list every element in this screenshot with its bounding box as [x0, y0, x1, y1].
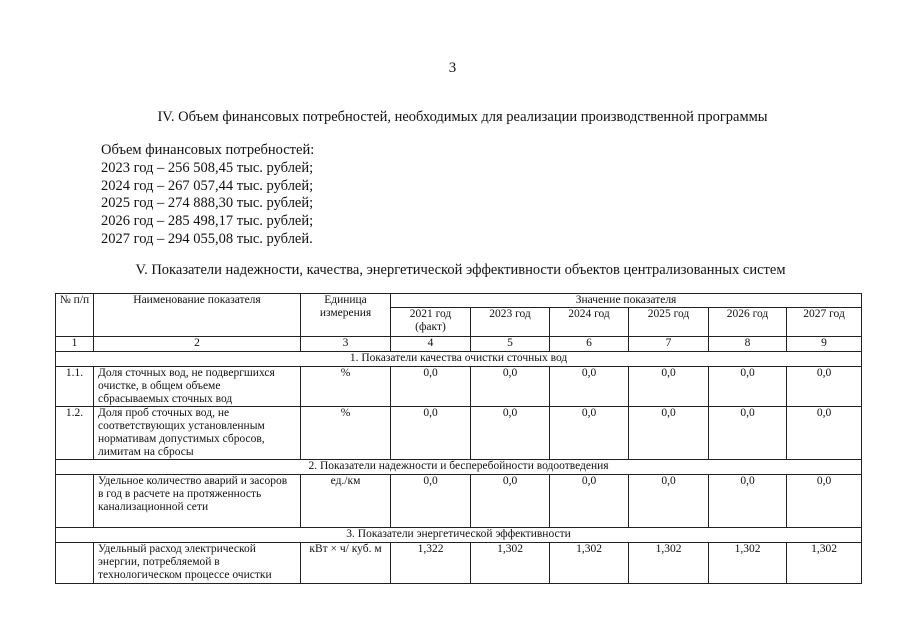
table-row	[56, 475, 862, 528]
row-value: 0,0	[391, 407, 471, 460]
column-number: 4	[391, 337, 471, 352]
row-value: 0,0	[709, 367, 787, 407]
row-value: 0,0	[471, 475, 550, 528]
section-title: 1. Показатели качества очистки сточных вод	[56, 352, 862, 367]
row-value: 0,0	[709, 475, 787, 528]
header-value-group: Значение показателя	[391, 294, 862, 308]
section-4-heading: IV. Объем финансовых потребностей, необходимых для реализации производственной программы	[157, 109, 768, 125]
header-year: 2026 год	[709, 308, 787, 337]
column-number: 6	[550, 337, 629, 352]
row-value: 1,302	[550, 543, 629, 584]
row-value: 1,302	[629, 543, 709, 584]
row-value: 0,0	[391, 367, 471, 407]
header-name: Наименование показателя	[94, 294, 301, 337]
row-value: 0,0	[550, 475, 629, 528]
row-value: 1,302	[787, 543, 862, 584]
row-name: Доля сточных вод, не подвергшихся очистке, в общем объеме сбрасываемых сточных вод	[94, 367, 301, 407]
row-name: Удельный расход электрической энергии, потребляемой в технологическом процессе очистки	[94, 543, 301, 584]
page-number: 3	[448, 60, 457, 76]
row-value: 0,0	[471, 407, 550, 460]
column-number: 1	[56, 337, 94, 352]
row-value: 0,0	[787, 407, 862, 460]
column-numbers-row	[56, 337, 862, 352]
indicators-table	[55, 293, 862, 584]
row-name: Удельное количество аварий и засоров в год в расчете на протяженность канализационной сети	[94, 475, 301, 528]
table-row	[56, 367, 862, 407]
financial-needs-line: 2025 год – 274 888,30 тыс. рублей;	[101, 195, 314, 212]
header-year: 2023 год	[471, 308, 550, 337]
row-unit: ед./км	[301, 475, 391, 528]
row-value: 1,322	[391, 543, 471, 584]
column-number: 5	[471, 337, 550, 352]
header-year: 2025 год	[629, 308, 709, 337]
column-number: 3	[301, 337, 391, 352]
table-row	[56, 543, 862, 584]
header-unit: Единица измерения	[301, 294, 391, 337]
financial-needs-block	[101, 142, 314, 249]
header-year: 2021 год (факт)	[391, 308, 471, 337]
header-year: 2027 год	[787, 308, 862, 337]
row-num	[56, 475, 94, 528]
financial-needs-line: 2024 год – 267 057,44 тыс. рублей;	[101, 177, 314, 194]
table-section-row	[56, 528, 862, 543]
row-num	[56, 543, 94, 584]
financial-needs-intro: Объем финансовых потребностей:	[101, 142, 315, 158]
row-value: 1,302	[709, 543, 787, 584]
row-unit: %	[301, 407, 391, 460]
row-unit: кВт × ч/ куб. м	[301, 543, 391, 584]
row-name: Доля проб сточных вод, не соответствующих установленным нормативам допустимых сбросов, лимитам на сбросы	[94, 407, 301, 460]
row-value: 1,302	[471, 543, 550, 584]
row-value: 0,0	[629, 367, 709, 407]
table-section-row	[56, 352, 862, 367]
column-number: 9	[787, 337, 862, 352]
row-value: 0,0	[709, 407, 787, 460]
header-num: № п/п	[56, 294, 94, 337]
table-header-row	[56, 294, 862, 308]
section-title: 2. Показатели надежности и бесперебойности водоотведения	[56, 460, 862, 475]
row-value: 0,0	[471, 367, 550, 407]
column-number: 2	[94, 337, 301, 352]
row-value: 0,0	[629, 475, 709, 528]
financial-needs-line: 2027 год – 294 055,08 тыс. рублей.	[101, 230, 313, 247]
column-number: 7	[629, 337, 709, 352]
financial-needs-line: 2023 год – 256 508,45 тыс. рублей;	[101, 159, 314, 176]
row-value: 0,0	[550, 407, 629, 460]
table-section-row	[56, 460, 862, 475]
row-value: 0,0	[629, 407, 709, 460]
row-num: 1.1.	[56, 367, 94, 407]
column-number: 8	[709, 337, 787, 352]
row-num: 1.2.	[56, 407, 94, 460]
financial-needs-line: 2026 год – 285 498,17 тыс. рублей;	[101, 213, 314, 230]
section-title: 3. Показатели энергетической эффективности	[56, 528, 862, 543]
row-value: 0,0	[550, 367, 629, 407]
table-row	[56, 407, 862, 460]
row-value: 0,0	[391, 475, 471, 528]
row-unit: %	[301, 367, 391, 407]
row-value: 0,0	[787, 475, 862, 528]
section-5-heading: V. Показатели надежности, качества, энергетической эффективности объектов централизованных систем	[135, 262, 786, 278]
row-value: 0,0	[787, 367, 862, 407]
header-year: 2024 год	[550, 308, 629, 337]
